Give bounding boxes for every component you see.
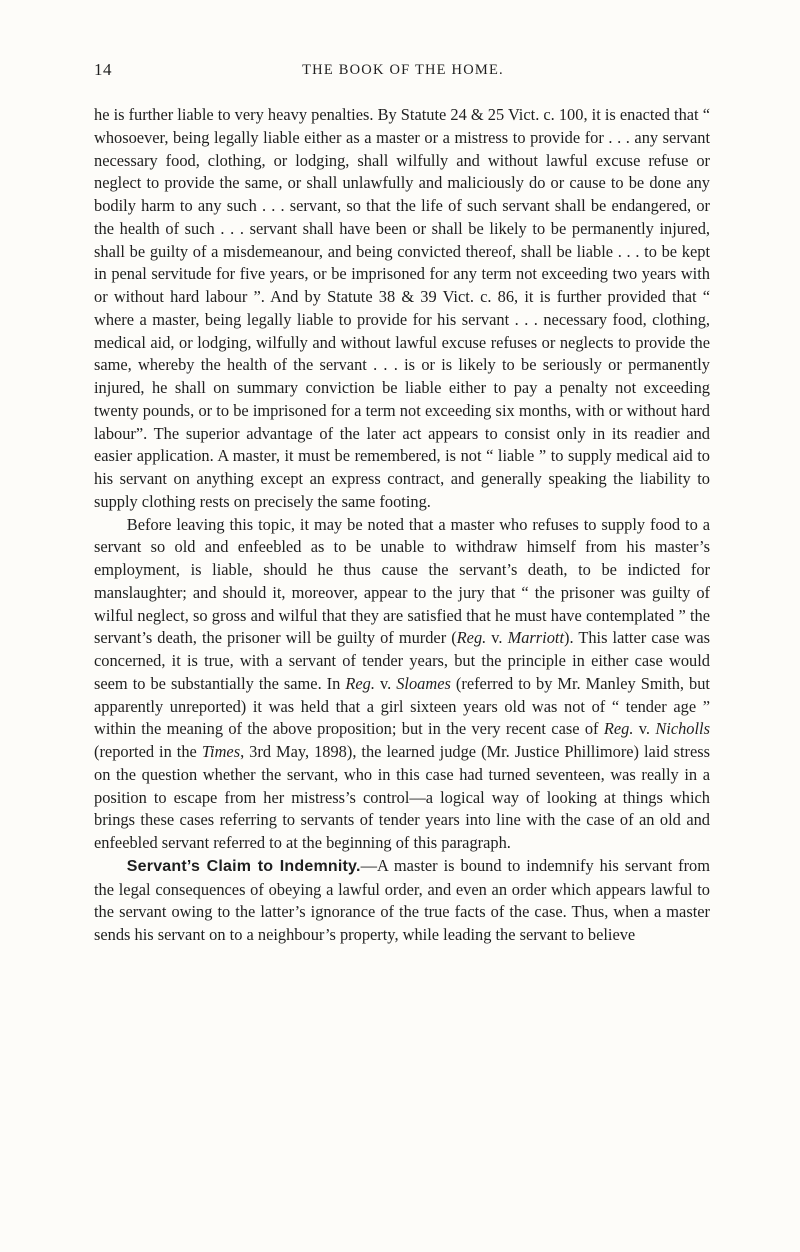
paragraph-2 (94, 514, 715, 855)
running-title: THE BOOK OF THE HOME. (302, 62, 504, 78)
paragraph-1 (94, 104, 710, 514)
paragraph-1-text: he is further liable to very heavy penalties. By Statute 24 & 25 Vict. c. 100, it is enacted that “ whosoever, being legally liable either as a master or a mistress to provide for . . . any servant necessary food, clothing, or lodging, shall wilfully and without lawful excuse refuse or neglect to provide the same, or shall unlawfully and maliciously do or cause to be done any bodily harm to any such . . . servant, so that the life of such servant shall be endangered, or the health of such . . . servant shall have been or shall be likely to be permanently injured, shall be guilty of a misdemeanour, and being convicted thereof, shall be liable . . . to be kept in penal servitude for five years, or be imprisoned for any term not exceeding two years with or without hard labour ”. And by Statute 38 & 39 Vict. c. 86, it is further provided that “ where a master, being legally liable to provide for his servant . . . necessary food, clothing, medical aid, or lodging, wilfully and without lawful excuse refuses or neglects to provide the same, whereby the health of the servant . . . is or is likely to be seriously or permanently injured, he shall on summary conviction be liable either to pay a penalty not exceeding twenty pounds, or to be imprisoned for a term not exceeding six months, with or without hard labour”. The superior advantage of the later act appears to consist only in its readier and easier application. A master, it must be remembered, is not “ liable ” to supply medical aid to his servant on anything except an express contract, and generally speaking the liability to supply clothing rests on precisely the same footing. (94, 105, 710, 511)
case-name-sloames: Sloames (396, 673, 451, 693)
page-number: 14 (94, 60, 112, 79)
paragraph-3-text: —A master is bound to indemnify his servant from the legal consequences of obeying a lawful order, and even an order which appears lawful to the servant owing to the latter’s ignorance of the true facts of the case. Thus, when a master sends his servant on to a neighbour’s property, while leading the servant to believe (94, 855, 715, 944)
paragraph-2-text: Before leaving this topic, it may be noted that a master who refuses to supply food to a servant so old and enfeebled as to be unable to withdraw himself from his master’s employment, is liable, should he thus cause the servant’s death, to be indicted for manslaughter; and should it, moreover, appear to the jury that “ the prisoner was guilty of wilful neglect, so gross and wilful that they are satisfied that he must have contemplated ” the servant’s death, the prisoner will be guilty of murder ( (94, 514, 715, 648)
case-name-marriott: Marriott (507, 628, 565, 648)
paragraph-2-text: ). This latter case was concerned, it is true, with a servant of tender years, but the principle in either case would seem to be substantially the same. In (94, 628, 715, 693)
versus-text: v. (633, 719, 656, 739)
versus-text: v. (486, 628, 508, 648)
paragraph-2-text: (referred to by Mr. Manley Smith, but apparently unreported) it was held that a girl sixteen years old was not of “ tender age ” within the meaning of the above proposition; but in the very recent case of (94, 673, 715, 739)
case-name-reg: Reg. (603, 719, 634, 739)
case-name-reg: Reg. (456, 628, 487, 648)
body-text (94, 104, 715, 947)
paragraph-3 (94, 855, 715, 947)
newspaper-title-times: Times (201, 742, 241, 761)
case-name-reg: Reg. (345, 673, 375, 693)
case-name-nicholls: Nicholls (655, 719, 710, 739)
paragraph-2-text: , 3rd May, 1898), the learned judge (Mr. Justice Phillimore) laid stress on the question whether the servant, who in this case had turned seventeen, was really in a position to escape from her mistress’s control—a logical way of looking at things which brings these cases referring to servants of tender years into line with the case of an old and enfeebled servant referred to at the beginning of this paragraph. (94, 742, 715, 852)
section-heading: Servant’s Claim to Indemnity. (126, 857, 361, 875)
page-header (94, 60, 712, 84)
versus-text: v. (374, 673, 397, 693)
paragraph-2-text: (reported in the (94, 719, 715, 761)
